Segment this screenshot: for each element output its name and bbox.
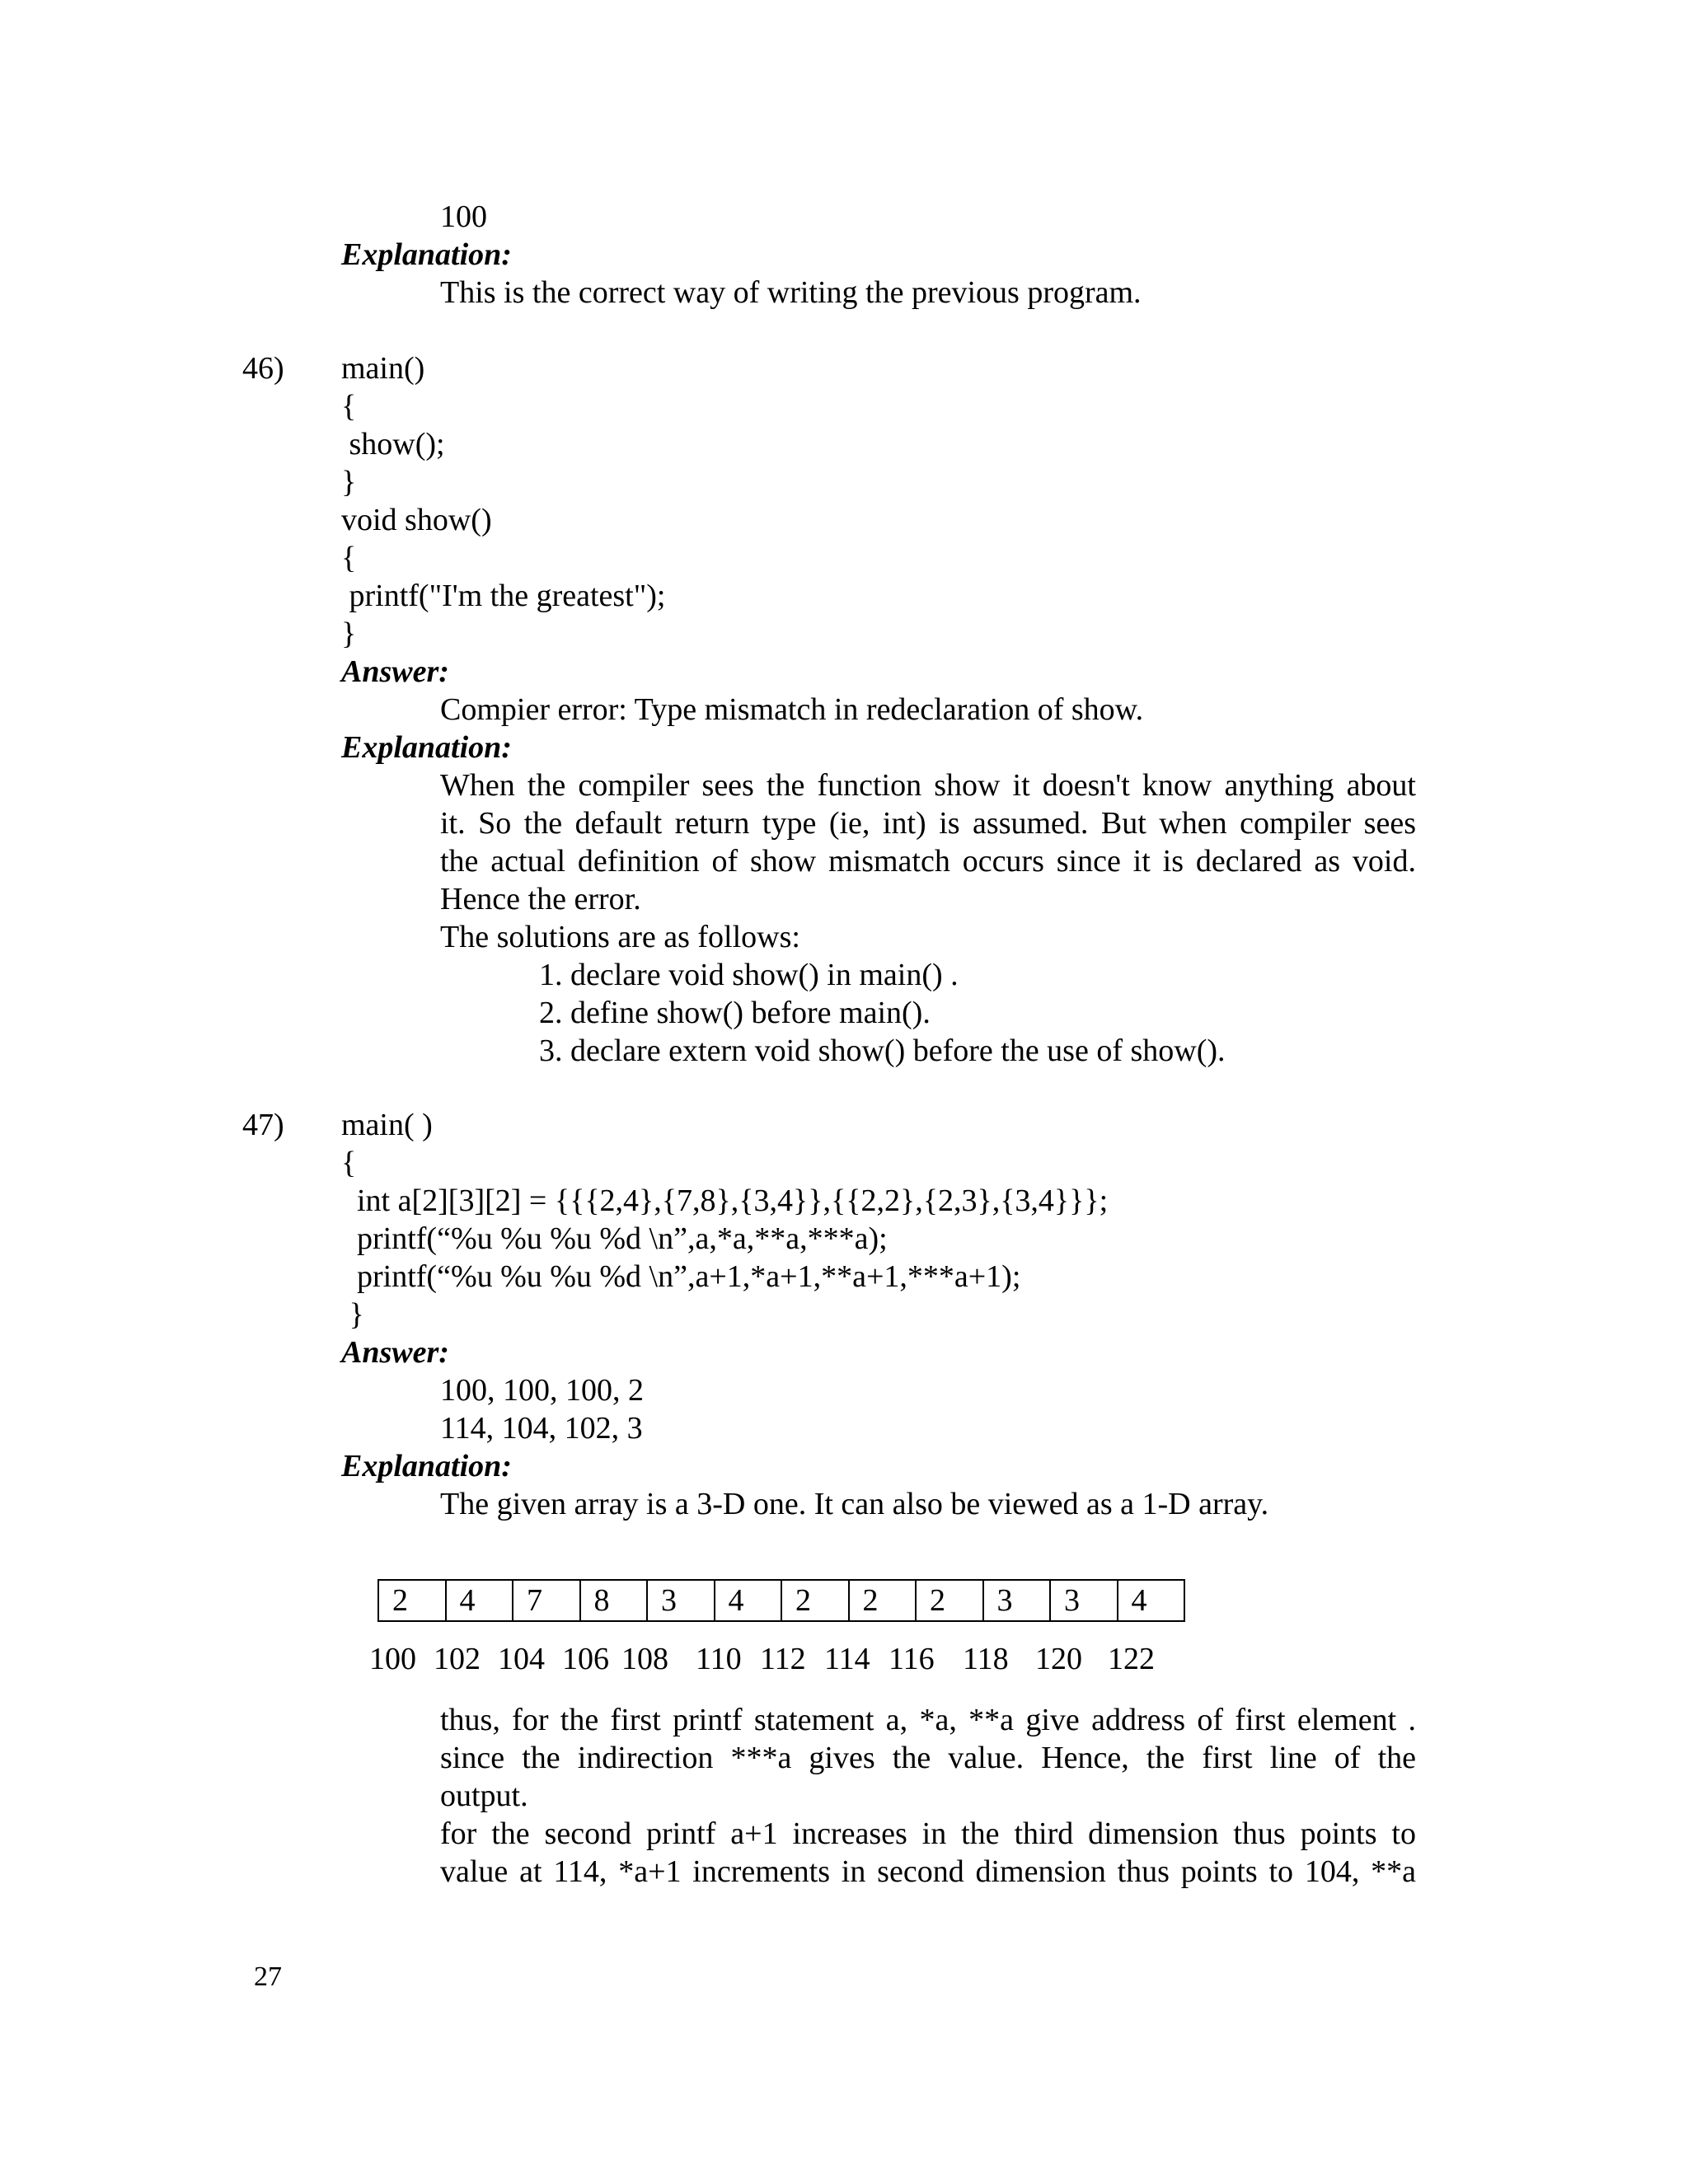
array-address: 114: [824, 1642, 870, 1676]
q47-code-line: int a[2][3][2] = {{{2,4},{7,8},{3,4}},{{2,2},{2,3},{3,4}}};: [341, 1183, 1109, 1218]
array-address: 120: [1035, 1642, 1082, 1676]
q46-code-line: }: [341, 465, 357, 499]
q46-answer-heading: Answer:: [341, 654, 449, 689]
q47-code-line: printf(“%u %u %u %d \n”,a+1,*a+1,**a+1,***a+1);: [341, 1259, 1021, 1294]
array-address: 106: [562, 1642, 609, 1676]
q46-explanation-line: the actual definition of show mismatch occurs since it is declared as void.: [440, 844, 1416, 879]
array-cell: 4: [1118, 1580, 1185, 1621]
question-number-47: 47): [242, 1108, 284, 1142]
array-cell: 8: [580, 1580, 648, 1621]
q47-explanation: The given array is a 3-D one. It can also be viewed as a 1-D array.: [440, 1487, 1269, 1521]
array-address: 110: [696, 1642, 742, 1676]
q46-explanation-line: When the compiler sees the function show it doesn't know anything about: [440, 768, 1416, 803]
array-address: 112: [760, 1642, 806, 1676]
q47-answer-heading: Answer:: [341, 1335, 449, 1370]
array-memory-table: [377, 1579, 1185, 1622]
array-cell: 3: [1050, 1580, 1118, 1621]
q46-answer: Compier error: Type mismatch in redeclaration of show.: [440, 692, 1144, 727]
q46-code-line: {: [341, 541, 357, 575]
array-cell: 3: [983, 1580, 1051, 1621]
array-address: 104: [498, 1642, 545, 1676]
q46-code-line: {: [341, 389, 357, 424]
question-number-46: 46): [242, 351, 284, 386]
q47-para1-line: output.: [440, 1779, 528, 1813]
q47-explanation-heading: Explanation:: [341, 1449, 512, 1483]
q46-solution-item: 3. declare extern void show() before the use of show().: [539, 1033, 1226, 1068]
q47-para2-line: value at 114, *a+1 increments in second dimension thus points to 104, **a: [440, 1854, 1416, 1889]
array-address: 100: [369, 1642, 416, 1676]
array-address: 122: [1108, 1642, 1155, 1676]
q47-code-line: main( ): [341, 1108, 433, 1142]
array-address: 116: [889, 1642, 935, 1676]
prev-explanation-text: This is the correct way of writing the previous program.: [440, 275, 1142, 310]
q46-code-line: }: [341, 616, 357, 651]
array-address: 118: [963, 1642, 1009, 1676]
q47-code-line: }: [341, 1297, 364, 1332]
q47-para2-line: for the second printf a+1 increases in the third dimension thus points to: [440, 1816, 1416, 1851]
q46-explanation-line: Hence the error.: [440, 882, 641, 916]
array-cell: 4: [446, 1580, 513, 1621]
array-cell: 2: [849, 1580, 917, 1621]
q47-code-line: printf(“%u %u %u %d \n”,a,*a,**a,***a);: [341, 1221, 888, 1256]
page-number: 27: [254, 1961, 282, 1992]
q46-code-line: void show(): [341, 503, 492, 537]
q46-solutions-intro: The solutions are as follows:: [440, 920, 800, 954]
q47-answer-line: 100, 100, 100, 2: [440, 1373, 644, 1408]
prev-output: 100: [440, 199, 487, 234]
array-cell: 3: [647, 1580, 715, 1621]
array-values-row: [378, 1580, 1184, 1621]
array-address: 102: [434, 1642, 481, 1676]
array-cell: 7: [513, 1580, 580, 1621]
q47-para1-line: thus, for the first printf statement a, *a, **a give address of first element .: [440, 1703, 1416, 1737]
q46-solution-item: 2. define show() before main().: [539, 996, 931, 1030]
q46-solution-item: 1. declare void show() in main() .: [539, 958, 959, 992]
q46-explanation-line: it. So the default return type (ie, int) is assumed. But when compiler sees: [440, 806, 1416, 841]
q47-answer-line: 114, 104, 102, 3: [440, 1411, 643, 1446]
array-cell: 2: [378, 1580, 446, 1621]
q47-code-line: {: [341, 1146, 357, 1180]
q46-code-line: printf("I'm the greatest");: [341, 579, 666, 613]
q46-code-line: show();: [341, 427, 445, 462]
q47-para1-line: since the indirection ***a gives the value. Hence, the first line of the: [440, 1741, 1416, 1775]
array-cell: 4: [715, 1580, 782, 1621]
array-cell: 2: [916, 1580, 983, 1621]
q46-explanation-heading: Explanation:: [341, 730, 512, 765]
array-address: 108: [621, 1642, 668, 1676]
q46-code-line: main(): [341, 351, 425, 386]
array-cell: 2: [781, 1580, 849, 1621]
prev-explanation-heading: Explanation:: [341, 237, 512, 272]
